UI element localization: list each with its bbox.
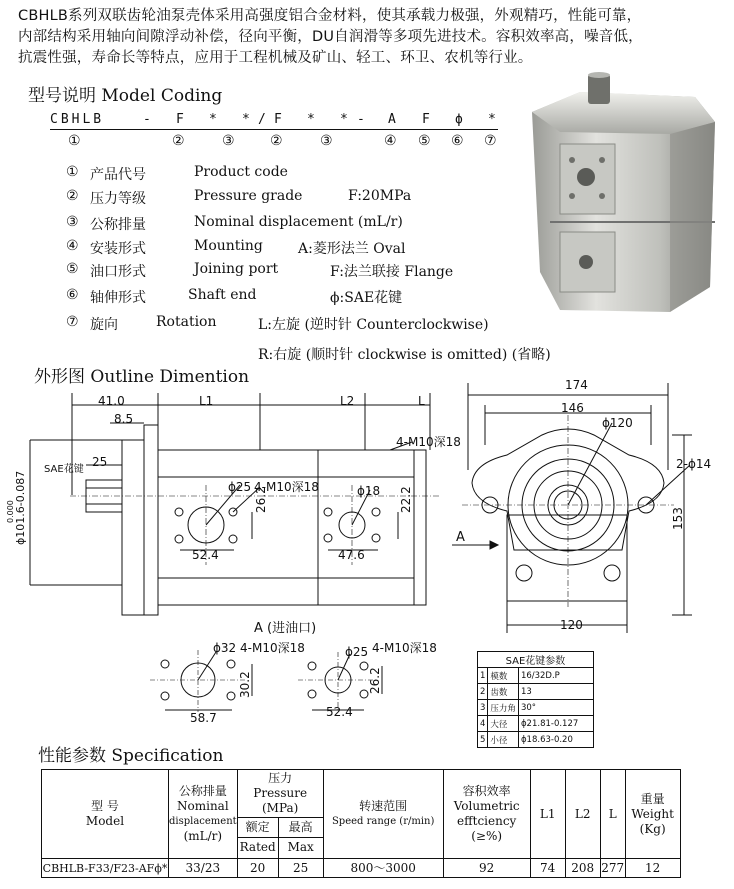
front-view-drawing [452,375,734,635]
sae-row [478,732,594,748]
code-bar [0,110,520,150]
code-part-dash2: - [357,112,365,127]
definition-en: Mounting [194,238,263,254]
spec-table [41,769,681,878]
intro-paragraph [18,6,723,69]
header-weight-unit: (Kg) [639,821,666,836]
definition-row [66,261,454,280]
code-num-1: ① [68,133,81,149]
dim-146: 146 [561,401,584,415]
code-part-phi: ϕ [455,112,463,127]
dim-l2: L2 [340,394,355,408]
definition-cn: 轴伸形式 [90,290,146,306]
dim-l1: L1 [199,394,214,408]
cell-rated: 20 [237,859,278,878]
header-l1: L1 [530,770,565,859]
sae-row [478,684,594,700]
cell-weight: 12 [625,859,680,878]
definition-extra: F:20MPa [348,188,412,204]
intro-line-1: CBHLB系列双联齿轮油泵壳体采用高强度铝合金材料，使其承载力极强，外观精巧，性能可靠， [18,8,642,24]
sae-cell-k: 小径 [488,732,519,748]
cell-model: CBHLB-F33/F23-AFϕ* [42,859,169,878]
code-part-f3: F [422,112,430,127]
code-part-star1: * [209,112,217,127]
code-num-3a: ③ [222,133,235,149]
dim-22-2: 22.2 [399,486,413,513]
sae-cell-n: 3 [478,700,488,716]
definition-num: ① [66,164,79,180]
intro-line-2: 内部结构采用轴向间隙浮动补偿，径向平衡，DU自润滑等多项先进技术。容积效率高，噪音低， [18,29,643,45]
header-speed-en: Speed range (r/min) [331,816,435,827]
sae-cell-v: 30° [518,700,593,716]
definition-cn: 公称排量 [90,217,146,233]
code-num-5: ⑤ [418,133,431,149]
header-max-cn: 最高 [278,818,323,837]
intro-line-3: 抗震性强，寿命长等特点，应用于工程机械及矿山、轻工、环卫、农机等行业。 [18,50,533,66]
sae-cell-k: 齿数 [488,684,519,700]
pump-photo [520,72,725,317]
header-model-cn: 型 号 [91,799,119,813]
dim-l: L [418,394,425,408]
definition-num: ⑥ [66,287,79,303]
definition-cn: 油口形式 [90,264,146,280]
dim-174: 174 [565,378,588,392]
code-part-a: A [388,112,396,127]
code-part-cbhlb: CBHLB [50,112,105,127]
header-rated-en: Rated [237,837,278,859]
sae-cell-v: 16/32D.P [518,668,593,684]
dim-52-4: 52.4 [192,548,219,562]
sae-label: SAE花键 [44,464,84,475]
inlet1-h: 30.2 [238,671,252,698]
dim-8-5: 8.5 [114,412,134,426]
side-view-drawing [0,385,465,625]
definition-row [66,314,489,333]
cell-speed: 800～3000 [323,859,443,878]
sae-cell-v: 13 [518,684,593,700]
dim-26-2: 26.2 [254,486,268,513]
sae-cell-n: 5 [478,732,488,748]
header-disp-unit: (mL/r) [183,829,223,843]
definition-en: Pressure grade [194,188,303,204]
definition-cn: 压力等级 [90,191,146,207]
code-num-2b: ② [270,133,283,149]
definition-extra: ϕ:SAE花键 [330,290,403,306]
code-num-7: ⑦ [484,133,497,149]
code-num-3b: ③ [320,133,333,149]
definition-row [66,164,288,183]
sae-cell-n: 4 [478,716,488,732]
code-part-dash1: - [143,112,151,127]
definition-en: Nominal displacement (mL/r) [194,214,403,230]
header-pressure [237,770,323,818]
view-arrow-a: A [456,530,465,545]
dim-25: 25 [92,455,108,469]
coding-definitions [66,164,551,364]
header-max-en: Max [278,837,323,859]
dim-47-6: 47.6 [338,548,365,562]
definition-num: ⑤ [66,261,79,277]
code-part-f1: F [176,112,184,127]
header-vol-unit: (≥%) [471,829,503,843]
definition-num: ③ [66,214,79,230]
sae-cell-v: ϕ21.81-0.127 [518,716,593,732]
model-coding-title: 型号说明 Model Coding [28,86,223,106]
header-volumetric [443,770,530,859]
header-vol-en2: efftciency [457,814,517,828]
inlet1-thread: 4-M10深18 [240,641,305,655]
sae-cell-k: 压力角 [488,700,519,716]
definition-num: ⑦ [66,314,79,330]
header-displacement [169,770,238,859]
sae-spline-table [477,651,594,748]
definition-en: Product code [194,164,288,180]
sae-row [478,716,594,732]
definition-en: Shaft end [188,287,257,303]
definition-cn: 安装形式 [90,241,146,257]
shaft-diameter: ϕ101.6-0.087 [14,470,27,545]
sae-cell-n: 1 [478,668,488,684]
dim-phi120: ϕ120 [602,416,633,430]
cell-max: 25 [278,859,323,878]
code-num-4: ④ [384,133,397,149]
header-vol-en1: Volumetric [453,799,520,813]
header-weight-cn: 重量 [640,791,665,806]
definition-extra: L:左旋 (逆时针 Counterclockwise) [258,317,489,333]
inlet2-thread: 4-M10深18 [372,641,437,655]
header-rated-cn: 额定 [237,818,278,837]
code-num-6: ⑥ [451,133,464,149]
shaft-diameter-upper: 0.000 [6,500,15,523]
inlet1-w: 58.7 [190,711,217,725]
spec-row [42,859,681,878]
code-underline [50,129,498,130]
inlet2-h: 26.2 [368,667,382,694]
header-pressure-en: Pressure (MPa) [253,786,308,816]
cell-l1: 74 [530,859,565,878]
sae-table-title: SAE花键参数 [478,652,594,668]
definition-row [66,287,403,306]
code-part-f2: F [274,112,282,127]
header-vol-cn: 容积效率 [462,784,511,798]
dim-120: 120 [560,618,583,632]
code-part-slash: / [258,112,266,127]
inlet2-dia: ϕ25 [345,645,369,659]
port1-dia: ϕ25 [228,480,252,494]
header-model [42,770,169,859]
header-weight-en: Weight [631,806,674,821]
dim-41: 41.0 [98,394,125,408]
sae-cell-n: 2 [478,684,488,700]
header-disp-en1: Nominal [177,799,229,813]
sae-cell-k: 模数 [488,668,519,684]
definition-row [66,238,406,257]
header-pressure-cn: 压力 [268,771,293,786]
definition-en: Joining port [194,261,279,277]
definition-cn: 旋向 [90,317,118,333]
outline-title: 外形图 Outline Dimention [34,367,250,387]
cell-vol: 92 [443,859,530,878]
code-part-star4: * [340,112,348,127]
rotation-right: R:右旋 (顺时针 clockwise is omitted) (省略) [258,347,551,363]
header-model-en: Model [85,814,125,828]
definition-row [66,188,412,207]
definition-num: ② [66,188,79,204]
cell-disp: 33/23 [169,859,238,878]
sae-cell-k: 大径 [488,716,519,732]
port1-thread: 4-M10深18 [254,480,319,494]
code-part-star3: * [307,112,315,127]
header-disp-en2: displacement [169,816,237,827]
header-speed [323,770,443,859]
header-disp-cn: 公称排量 [178,784,227,798]
inlet1-dia: ϕ32 [213,641,237,655]
port2-dia: ϕ18 [357,484,381,498]
cell-l2: 208 [565,859,600,878]
sae-row [478,668,594,684]
sae-cell-v: ϕ18.63-0.20 [518,732,593,748]
dim-153: 153 [671,507,685,530]
header-weight [625,770,680,859]
definition-en: Rotation [156,314,217,330]
cell-l: 277 [600,859,625,878]
definition-extra: F:法兰联接 Flange [330,264,454,280]
inlet-title: A (进油口) [254,621,317,636]
header-l2: L2 [565,770,600,859]
header-speed-cn: 转速范围 [359,799,408,813]
spec-title: 性能参数 Specification [38,746,224,766]
code-part-star2: * [242,112,250,127]
definition-cn: 产品代号 [90,167,146,183]
holes-2-phi14: 2-ϕ14 [676,457,712,471]
port2-thread: 4-M10深18 [396,435,461,449]
header-l: L [600,770,625,859]
code-num-2a: ② [172,133,185,149]
definition-num: ④ [66,238,79,254]
inlet2-w: 52.4 [326,705,353,719]
code-part-star5: * [488,112,496,127]
definition-extra: A:菱形法兰 Oval [298,241,406,257]
sae-row [478,700,594,716]
definition-row [66,214,403,233]
